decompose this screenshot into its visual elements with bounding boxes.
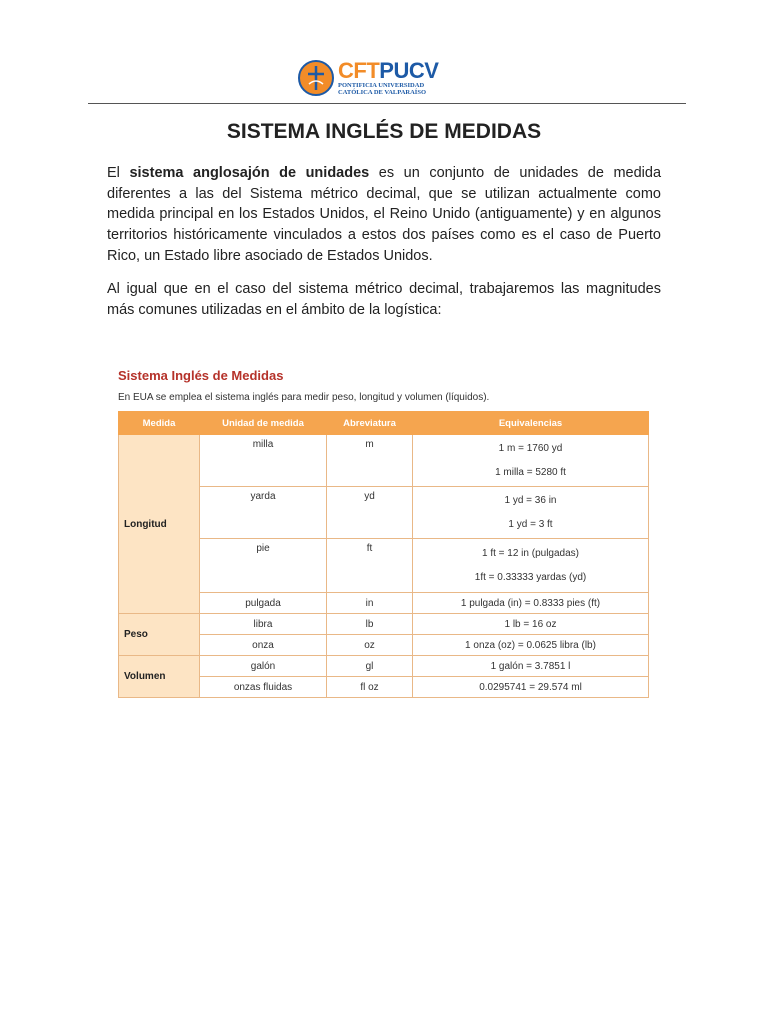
- header-abreviatura: Abreviatura: [327, 412, 413, 435]
- measures-table: [118, 411, 649, 698]
- unit-cell: onza: [200, 635, 327, 656]
- table-subtitle: En EUA se emplea el sistema inglés para medir peso, longitud y volumen (líquidos).: [118, 392, 490, 403]
- equivalence-line: 1ft = 0.33333 yardas (yd): [474, 571, 587, 583]
- header-unidad: Unidad de medida: [200, 412, 327, 435]
- header-medida: Medida: [119, 412, 200, 435]
- abbr-cell: in: [327, 593, 413, 614]
- table-row: [119, 614, 649, 635]
- table-title: Sistema Inglés de Medidas: [118, 368, 284, 383]
- equivalence-cell: [413, 435, 649, 487]
- equivalence-cell: 1 pulgada (in) = 0.8333 pies (ft): [413, 593, 649, 614]
- equivalence-line: 1 yd = 3 ft: [508, 518, 553, 530]
- abbr-cell: fl oz: [327, 677, 413, 698]
- header-divider: [88, 103, 686, 104]
- intro-paragraph: [107, 163, 661, 267]
- unit-cell: pulgada: [200, 593, 327, 614]
- equivalence-cell: 1 lb = 16 oz: [413, 614, 649, 635]
- table-row: [119, 656, 649, 677]
- second-paragraph: Al igual que en el caso del sistema métrico decimal, trabajaremos las magnitudes más comunes utilizadas en el ámbito de la logística:: [107, 281, 661, 318]
- equivalence-line: 1 m = 1760 yd: [498, 442, 563, 454]
- table-row: [119, 435, 649, 487]
- measures-figure: [118, 368, 648, 698]
- equivalence-line: 1 milla = 5280 ft: [495, 466, 566, 478]
- unit-cell: libra: [200, 614, 327, 635]
- logo-emblem-icon: [298, 60, 334, 96]
- abbr-cell: lb: [327, 614, 413, 635]
- unit-cell: yarda: [200, 487, 327, 539]
- unit-cell: pie: [200, 539, 327, 593]
- logo-cft: CFT: [338, 57, 380, 83]
- intro-pre: El: [107, 165, 120, 181]
- equivalence-line: 1 yd = 36 in: [504, 494, 557, 506]
- page-title: SISTEMA INGLÉS DE MEDIDAS: [226, 120, 542, 143]
- unit-cell: onzas fluidas: [200, 677, 327, 698]
- cftpucv-logo: [298, 56, 443, 100]
- header-equivalencias: Equivalencias: [413, 412, 649, 435]
- abbr-cell: ft: [327, 539, 413, 593]
- unit-cell: milla: [200, 435, 327, 487]
- intro-bold-term: sistema anglosajón de unidades: [129, 165, 370, 181]
- group-longitud: Longitud: [119, 435, 200, 614]
- logo-line1: PONTIFICIA UNIVERSIDAD: [338, 81, 425, 89]
- group-peso: Peso: [119, 614, 200, 656]
- abbr-cell: m: [327, 435, 413, 487]
- abbr-cell: gl: [327, 656, 413, 677]
- equivalence-line: 1 ft = 12 in (pulgadas): [481, 547, 579, 559]
- equivalence-cell: 1 galón = 3.7851 l: [413, 656, 649, 677]
- equivalence-cell: [413, 487, 649, 539]
- logo-line2: CATÓLICA DE VALPARAÍSO: [338, 89, 427, 96]
- equivalence-cell: [413, 539, 649, 593]
- group-volumen: Volumen: [119, 656, 200, 698]
- logo-wordmark: [338, 57, 439, 97]
- abbr-cell: oz: [327, 635, 413, 656]
- equivalence-cell: 1 onza (oz) = 0.0625 libra (lb): [413, 635, 649, 656]
- abbr-cell: yd: [327, 487, 413, 539]
- logo-pucv: PUCV: [379, 57, 439, 83]
- unit-cell: galón: [200, 656, 327, 677]
- equivalence-cell: 0.0295741 = 29.574 ml: [413, 677, 649, 698]
- intro-post: es un conjunto de unidades de medida diferentes a las del Sistema métrico decimal, que se utilizan actualmente como medida principal en los Estados Unidos, el Reino Unido (antiguamente) y en algunos territorios históricamente vinculados a estos dos países como es el caso de Puerto Rico, un Estado libre asociado de Estados Unidos.: [107, 165, 662, 264]
- table-header-row: [119, 412, 649, 435]
